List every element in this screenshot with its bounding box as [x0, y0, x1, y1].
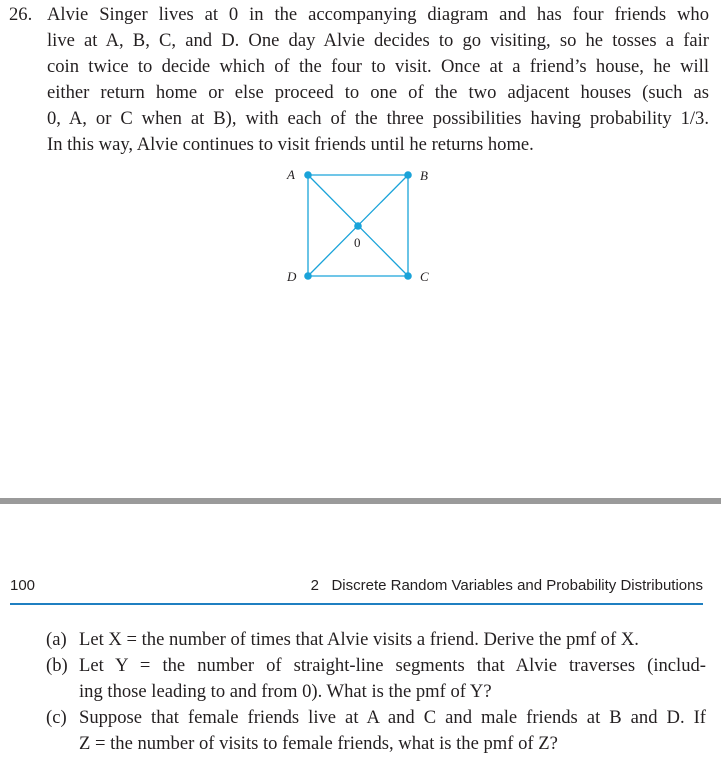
- label-c: C: [420, 269, 429, 284]
- problem-line: live at A, B, C, and D. One day Alvie decides to go visiting, so he tosses a fair: [47, 30, 709, 51]
- page-break-divider: [0, 498, 721, 504]
- node-d: [304, 272, 312, 280]
- page-number: 100: [10, 577, 36, 594]
- problem-parts: [46, 627, 706, 757]
- part-a: [46, 627, 706, 653]
- node-center: [354, 222, 362, 230]
- problem-line: In this way, Alvie continues to visit friends until he returns home.: [47, 134, 534, 155]
- problem-line: either return home or else proceed to one of the two adjacent houses (such as: [47, 82, 709, 103]
- problem-26: [9, 2, 709, 158]
- part-line: Let X = the number of times that Alvie visits a friend. Derive the pmf of X.: [79, 629, 639, 650]
- part-c: [46, 705, 706, 757]
- part-label: (a): [46, 629, 67, 650]
- node-c: [404, 272, 412, 280]
- label-center: 0: [354, 235, 361, 250]
- label-d: D: [287, 269, 297, 284]
- problem-text: [47, 2, 709, 158]
- part-label: (b): [46, 655, 68, 676]
- label-b: B: [420, 168, 428, 183]
- problem-line: 0, A, or C when at B), with each of the three possibilities having probability 1/3.: [47, 108, 709, 129]
- part-line: Z = the number of visits to female friends, what is the pmf of Z?: [79, 733, 558, 754]
- part-line: ing those leading to and from 0). What is the pmf of Y?: [79, 681, 492, 702]
- problem-number: 26.: [9, 4, 33, 25]
- part-line: Suppose that female friends live at A and C and male friends at B and D. If: [79, 707, 706, 728]
- part-label: (c): [46, 707, 67, 728]
- header-rule: [10, 603, 703, 605]
- part-line: Let Y = the number of straight-line segments that Alvie traverses (includ-: [79, 655, 706, 676]
- problem-line: Alvie Singer lives at 0 in the accompanying diagram and has four friends who: [47, 4, 709, 25]
- part-b: [46, 653, 706, 705]
- running-head: [10, 577, 703, 599]
- problem-line: coin twice to decide which of the four to visit. Once at a friend’s house, he will: [47, 56, 709, 77]
- house-diagram: [270, 160, 450, 290]
- chapter-title: 2 Discrete Random Variables and Probability Distributions: [310, 577, 703, 594]
- node-a: [304, 171, 312, 179]
- label-a: A: [287, 167, 295, 182]
- node-b: [404, 171, 412, 179]
